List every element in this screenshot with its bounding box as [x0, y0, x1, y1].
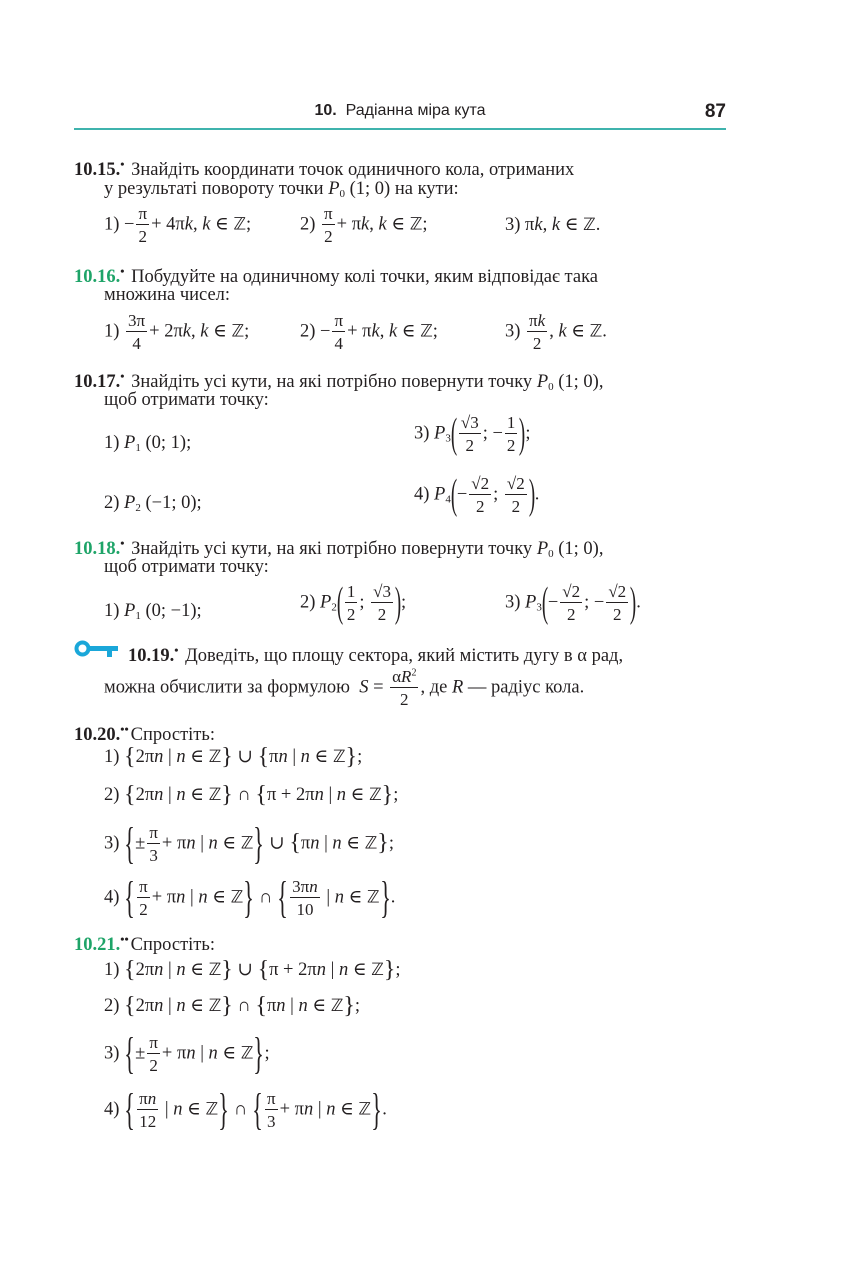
exercise-10-17-line1: 10.17.• Знайдіть усі кути, на які потрібно повернути точку $P_0$ (1; 0), — [74, 369, 604, 393]
exercise-10-16-line2: множина чисел: — [104, 285, 231, 305]
exercise-10-16-item2: 2) − $\frac{\pi}{4}$ + πk, k ∈ ℤ; — [300, 311, 438, 353]
exercise-10-19-line1: 10.19.• Доведіть, що площу сектора, який містить дугу в α рад, — [128, 643, 624, 666]
exercise-10-17-item1: 1) $P_1$ (0; 1); — [104, 433, 192, 454]
page-number: 87 — [704, 101, 726, 122]
exercise-10-20-item4: 4) { $\frac{\pi}{2}$ + πn | n ∈ ℤ} ∩ { $\frac{3\pi n}{10}$ | n ∈ ℤ}. — [104, 873, 396, 922]
page-header — [74, 98, 726, 130]
exercise-10-17-item4: 4) $P_4(-$ $\frac{√2}{2}$ ; $\frac{√2}{2}$ ). — [414, 472, 540, 518]
exercise-10-18-item3: 3) $P_3(-$ $\frac{√2}{2}$ ; − $\frac{√2}{2}$ ). — [505, 580, 641, 626]
exercise-10-18-item2: 2) $P_2$( $\frac{1}{2}$ ; $\frac{√3}{2}$ ); — [300, 580, 407, 626]
exercise-10-16-line1: 10.16.• Побудуйте на одиничному колі точки, яким відповідає така — [74, 264, 598, 287]
exercise-10-21-item4: 4) { $\frac{\pi n}{12}$ | n ∈ ℤ} ∩ { $\frac{\pi}{3}$ + πn | n ∈ ℤ}. — [104, 1085, 387, 1134]
exercise-10-17-item2: 2) $P_2$ (−1; 0); — [104, 493, 202, 514]
exercise-10-18-line1: 10.18.• Знайдіть усі кути, на які потрібно повернути точку $P_0$ (1; 0), — [74, 536, 604, 560]
exercise-10-21-item2: 2) {2πn | n ∈ ℤ} ∩ {πn | n ∈ ℤ}; — [104, 993, 361, 1019]
exercise-10-21-item3: 3) {± $\frac{\pi}{2}$ + πn | n ∈ ℤ}; — [104, 1029, 270, 1078]
exercise-10-15-item1: 1) − $\frac{\pi}{2}$ + 4πk, k ∈ ℤ; — [104, 204, 252, 246]
exercise-10-17-item3: 3) $P_3$( $\frac{√3}{2}$ ; − $\frac{1}{2}$ ); — [414, 411, 531, 457]
exercise-10-15-line2: у результаті повороту точки $P_0$ (1; 0) на кути: — [104, 179, 459, 200]
exercise-10-16-item1: 1) $\frac{3\pi}{4}$ + 2πk, k ∈ ℤ; — [104, 311, 250, 353]
chapter-title: 10. Радіанна міра кута — [314, 102, 486, 119]
exercise-10-15-item3: 3) πk, k ∈ ℤ. — [505, 215, 601, 235]
exercise-10-18-item1: 1) $P_1$ (0; −1); — [104, 601, 202, 622]
exercise-10-20-item2: 2) {2πn | n ∈ ℤ} ∩ {π + 2πn | n ∈ ℤ}; — [104, 782, 399, 808]
exercise-10-16-item3: 3) $\frac{\pi k}{2}$ , k ∈ ℤ. — [505, 311, 607, 353]
exercise-10-20-item3: 3) {± $\frac{\pi}{3}$ + πn | n ∈ ℤ} ∪ {πn | n ∈ ℤ}; — [104, 819, 394, 868]
exercise-10-15-line1: 10.15.• Знайдіть координати точок одиничного кола, отриманих — [74, 157, 575, 180]
exercise-10-21-item1: 1) {2πn | n ∈ ℤ} ∪ {π + 2πn | n ∈ ℤ}; — [104, 957, 401, 983]
key-icon — [74, 640, 120, 658]
exercise-10-15-item2: 2) $\frac{\pi}{2}$ + πk, k ∈ ℤ; — [300, 204, 428, 246]
exercise-10-18-line2: щоб отримати точку: — [104, 557, 269, 577]
exercise-10-17-line2: щоб отримати точку: — [104, 390, 269, 410]
exercise-10-19-line2: можна обчислити за формулою S = $\frac{\alpha R^2}{2}$ , де R — радіус кола. — [104, 667, 585, 709]
exercise-10-20-heading: 10.20.•• Спростіть: — [74, 722, 215, 745]
exercise-10-20-item1: 1) {2πn | n ∈ ℤ} ∪ {πn | n ∈ ℤ}; — [104, 744, 363, 770]
exercise-10-21-heading: 10.21.•• Спростіть: — [74, 932, 215, 955]
